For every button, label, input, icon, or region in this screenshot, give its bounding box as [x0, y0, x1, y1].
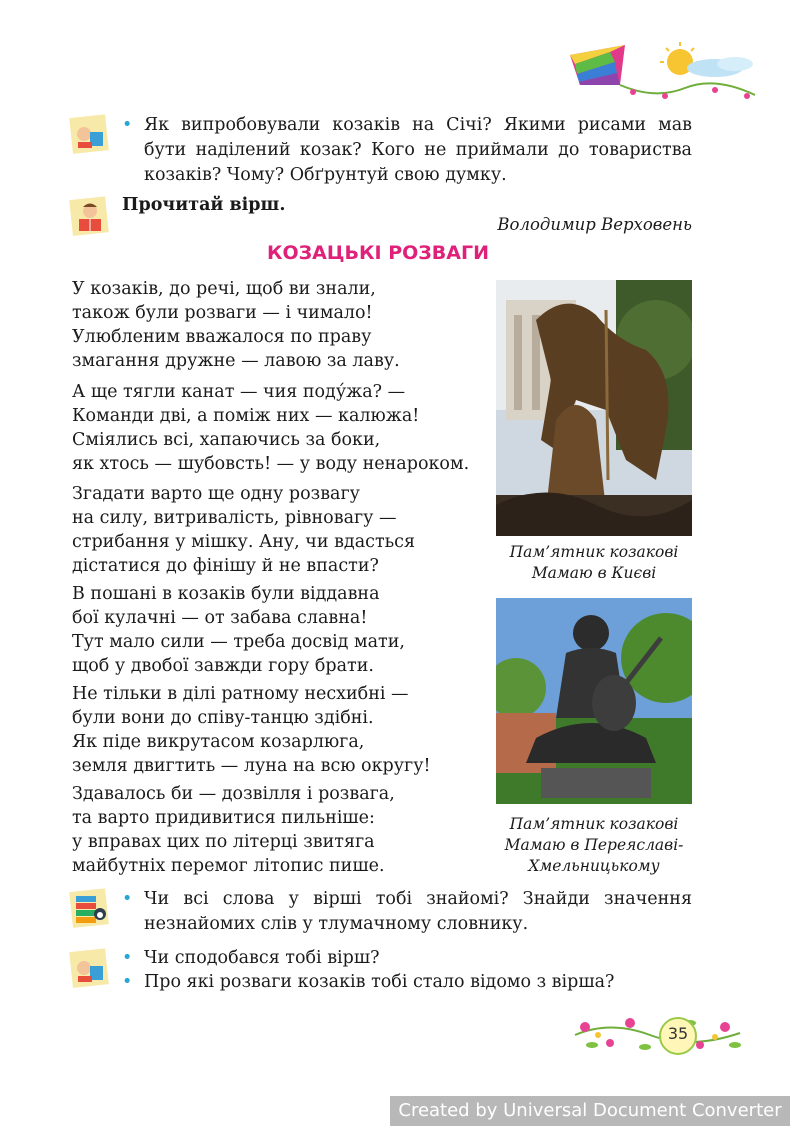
bullet-icon: •	[122, 889, 133, 909]
poem-line: Тут мало сили — треба досвід мати,	[72, 632, 405, 652]
reading-child-icon	[68, 194, 112, 238]
poem-line: були вони до співу-танцю здібні.	[72, 708, 374, 728]
bullet-icon: •	[122, 115, 133, 135]
poem-line: А ще тягли канат — чия поду́жа? —	[72, 382, 406, 402]
question-text: Чи всі слова у вірші тобі знайомі? Знайди значення незнайомих слів у тлумачному словнику.	[144, 889, 692, 934]
caption-line: Пам’ятник козакові	[509, 815, 679, 833]
poem-line: У козаків, до речі, щоб ви знали,	[72, 279, 376, 299]
caption-line: Мамаю в Києві	[531, 564, 657, 582]
converter-watermark: Created by Universal Document Converter	[390, 1096, 790, 1126]
poem-line: Здавалось би — дозвілля і розвага,	[72, 784, 395, 804]
caption-line: Пам’ятник козакові	[509, 543, 679, 561]
question-note-icon	[68, 946, 112, 990]
poem-line: на силу, витривалість, рівновагу —	[72, 508, 397, 528]
poem-line: як хтось — шубовсть! — у воду ненароком.	[72, 454, 470, 474]
poem-line: Сміялись всі, хапаючись за боки,	[72, 430, 381, 450]
question-list-bottom-2-item	[122, 946, 692, 971]
poem-line: дістатися до фінішу й не впасти?	[72, 556, 379, 576]
poem-line: майбутніх перемог літопис пише.	[72, 856, 385, 876]
page-number: 35	[667, 1024, 689, 1043]
caption-line: Хмельницькому	[528, 857, 660, 875]
flower-decoration-image	[570, 1005, 745, 1060]
question-text: Чи сподобався тобі вірш?	[144, 948, 380, 968]
poem-line: також були розваги — і чимало!	[72, 303, 373, 323]
poem-author: Володимир Верховень	[497, 215, 692, 234]
poem-line: у вправах цих по літерці звитяга	[72, 832, 375, 852]
question-text: Як випробовували козаків на Січі? Якими рисами мав бути наділений козак? Кого не приймали до товариства козаків? Чому? Обґрунтуй свою думку.	[144, 115, 692, 185]
question-list-top	[122, 113, 692, 188]
photo2-caption	[488, 814, 700, 877]
poem-line: щоб у двобої завжди гору брати.	[72, 656, 374, 676]
monument-pereiaslav-photo	[496, 598, 692, 804]
dictionary-books-icon	[68, 886, 112, 930]
poem-line: бої кулачні — от забава славна!	[72, 608, 368, 628]
question-note-icon	[68, 112, 112, 156]
poem-line: Як піде викрутасом козарлюга,	[72, 732, 365, 752]
poem-line: В пошані в козаків були віддавна	[72, 584, 380, 604]
poem-line: та варто придивитися пильніше:	[72, 808, 375, 828]
poem-line: стрибання у мішку. Ану, чи вдасться	[72, 532, 415, 552]
poem-line: Згадати варто ще одну розвагу	[72, 484, 360, 504]
poem-title: КОЗАЦЬКІ РОЗВАГИ	[267, 242, 489, 264]
question-list-bottom-1	[122, 887, 692, 937]
monument-kyiv-photo	[496, 280, 692, 536]
question-list-bottom-2-item	[122, 970, 692, 995]
poem-line: Не тільки в ділі ратному несхибні —	[72, 684, 409, 704]
caption-line: Мамаю в Переяславі-	[504, 836, 684, 854]
poem-line: Команди дві, а поміж них — калюжа!	[72, 406, 420, 426]
poem-line: Улюбленим вважалося по праву	[72, 327, 372, 347]
question-text: Про які розваги козаків тобі стало відомо з вірша?	[144, 972, 615, 992]
kite-sun-decoration-image	[565, 40, 765, 105]
photo1-caption	[488, 542, 700, 584]
poem-line: земля двигтить — луна на всю округу!	[72, 756, 431, 776]
bullet-icon: •	[122, 948, 133, 968]
poem-line: змагання дружне — лавою за лаву.	[72, 351, 400, 371]
bullet-icon: •	[122, 972, 133, 992]
read-instruction: Прочитай вірш.	[122, 195, 286, 215]
